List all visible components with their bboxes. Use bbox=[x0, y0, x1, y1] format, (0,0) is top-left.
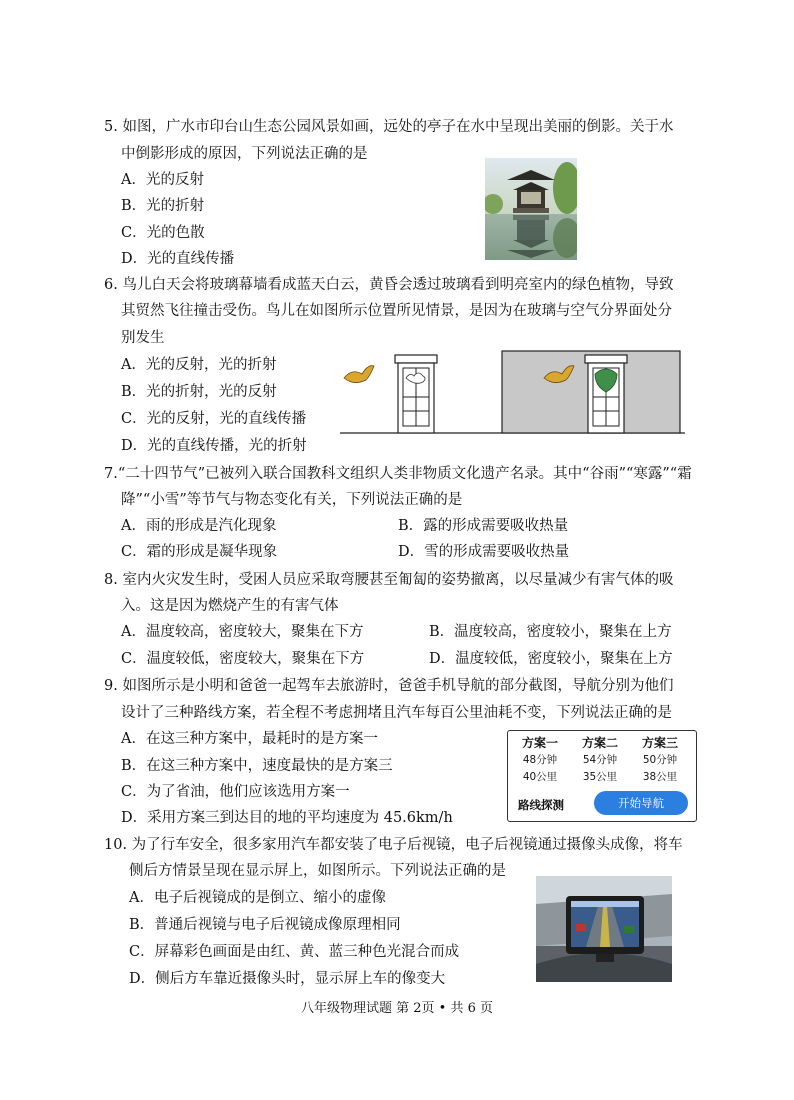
route-plan-distance: 35公里 bbox=[582, 771, 618, 783]
q8-stem-line1: 8. 室内火灾发生时，受困人员应采取弯腰甚至匍匐的姿势撤离，以尽量减少有害气体的吸 bbox=[104, 572, 674, 588]
right-wall-panel bbox=[502, 351, 680, 433]
bird-window-diagram bbox=[340, 348, 685, 438]
q10-option-a: A．电子后视镜成的是倒立、缩小的虚像 bbox=[129, 890, 386, 906]
route-plan-time: 48分钟 bbox=[522, 754, 558, 766]
bird-icon-left bbox=[344, 366, 374, 383]
q5-stem-line1: 5. 如图，广水市印台山生态公园风景如画，远处的亭子在水中呈现出美丽的倒影。关于水 bbox=[104, 119, 674, 135]
q6-option-c: C．光的反射，光的直线传播 bbox=[121, 411, 307, 427]
q7-option-b: B．露的形成需要吸收热量 bbox=[398, 518, 569, 534]
q7-stem-line2: 降”“小雪”等节气与物态变化有关，下列说法正确的是 bbox=[121, 492, 463, 508]
route-plan-time: 50分钟 bbox=[642, 754, 678, 766]
q8-option-a: A．温度较高，密度较大，聚集在下方 bbox=[121, 624, 364, 640]
q5-option-b: B．光的折射 bbox=[121, 198, 205, 214]
q8-option-c: C．温度较低，密度较大，聚集在下方 bbox=[121, 651, 365, 667]
route-plan-name: 方案二 bbox=[581, 736, 618, 750]
q10-option-d: D．侧后方车靠近摄像头时，显示屏上车的像变大 bbox=[129, 971, 446, 987]
pavilion-photo bbox=[485, 158, 577, 260]
route-plan-3 bbox=[632, 735, 688, 786]
q9-option-a: A．在这三种方案中，最耗时的是方案一 bbox=[121, 731, 378, 747]
q6-stem-line3: 别发生 bbox=[121, 330, 165, 346]
q9-option-b: B．在这三种方案中，速度最快的是方案三 bbox=[121, 758, 393, 774]
electronic-mirror-photo bbox=[536, 876, 672, 982]
navigation-screenshot bbox=[507, 730, 697, 822]
q8-stem-line2: 入。这是因为燃烧产生的有害气体 bbox=[121, 598, 339, 614]
route-plan-time: 54分钟 bbox=[582, 754, 618, 766]
q10-option-b: B．普通后视镜与电子后视镜成像原理相同 bbox=[129, 917, 401, 933]
q10-stem-line1: 10. 为了行车安全，很多家用汽车都安装了电子后视镜，电子后视镜通过摄像头成像，将车 bbox=[104, 837, 683, 853]
route-plan-name: 方案一 bbox=[521, 736, 558, 750]
q7-option-d: D．雪的形成需要吸收热量 bbox=[398, 544, 570, 560]
page-footer: 八年级物理试题 第 2页 • 共 6 页 bbox=[300, 1001, 493, 1016]
q9-stem-line2: 设计了三种路线方案，若全程不考虑拥堵且汽车每百公里油耗不变，下列说法正确的是 bbox=[121, 705, 672, 721]
left-window-icon bbox=[395, 355, 437, 433]
q5-stem-line2: 中倒影形成的原因，下列说法正确的是 bbox=[121, 146, 368, 162]
q5-option-c: C．光的色散 bbox=[121, 225, 205, 241]
q8-option-d: D．温度较低，密度较小，聚集在上方 bbox=[429, 651, 673, 667]
q9-stem-line1: 9. 如图所示是小明和爸爸一起驾车去旅游时，爸爸手机导航的部分截图，导航分别为他们 bbox=[104, 678, 674, 694]
q7-stem-line1: 7.“二十四节气”已被列入联合国教科文组织人类非物质文化遗产名录。其中“谷雨”“寒露”“霜 bbox=[104, 466, 692, 482]
q6-option-a: A．光的反射，光的折射 bbox=[121, 357, 277, 373]
q5-option-d: D．光的直线传播 bbox=[121, 251, 235, 267]
q6-option-d: D．光的直线传播，光的折射 bbox=[121, 438, 307, 454]
route-explore-label: 路线探测 bbox=[518, 798, 564, 812]
q9-option-c: C．为了省油，他们应该选用方案一 bbox=[121, 784, 350, 800]
q6-option-b: B．光的折射，光的反射 bbox=[121, 384, 277, 400]
q10-stem-line2: 侧后方情景呈现在显示屏上，如图所示。下列说法正确的是 bbox=[129, 863, 506, 879]
q6-stem-line2: 其贸然飞往撞击受伤。鸟儿在如图所示位置所见情景，是因为在玻璃与空气分界面处分 bbox=[121, 303, 672, 319]
q5-option-a: A．光的反射 bbox=[121, 172, 204, 188]
route-plan-1 bbox=[512, 735, 568, 786]
q7-option-a: A．雨的形成是汽化现象 bbox=[121, 518, 277, 534]
route-plan-name: 方案三 bbox=[641, 736, 678, 750]
route-plan-distance: 40公里 bbox=[522, 771, 558, 783]
q8-option-b: B．温度较高，密度较小，聚集在上方 bbox=[429, 624, 672, 640]
route-plan-distance: 38公里 bbox=[642, 771, 678, 783]
q9-option-d: D．采用方案三到达目的地的平均速度为 45.6km/h bbox=[121, 810, 453, 826]
q10-option-c: C．屏幕彩色画面是由红、黄、蓝三种色光混合而成 bbox=[129, 944, 460, 960]
start-navigation-button: 开始导航 bbox=[594, 791, 688, 815]
route-plan-2 bbox=[572, 735, 628, 786]
q6-stem-line1: 6. 鸟儿白天会将玻璃幕墙看成蓝天白云，黄昏会透过玻璃看到明亮室内的绿色植物，导致 bbox=[104, 277, 674, 293]
q7-option-c: C．霜的形成是凝华现象 bbox=[121, 544, 278, 560]
